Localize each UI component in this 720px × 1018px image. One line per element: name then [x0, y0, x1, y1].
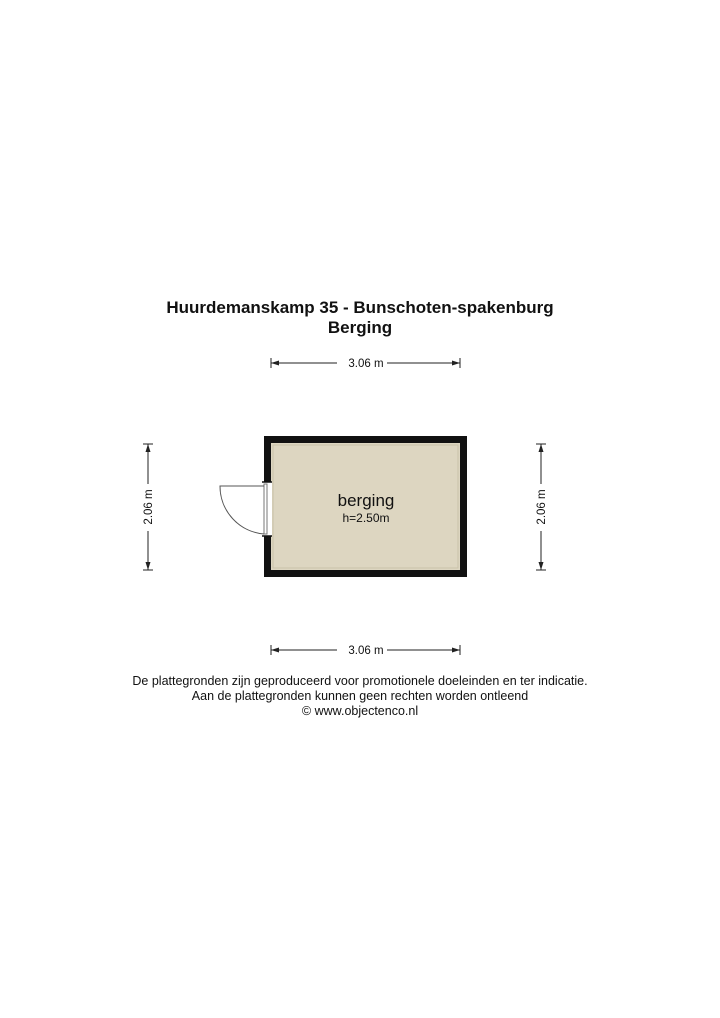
page-title: Huurdemanskamp 35 - Bunschoten-spakenburg [166, 298, 554, 317]
door-leaf [264, 484, 267, 534]
dimension-left-label: 2.06 m [143, 489, 155, 525]
copyright-line: © www.objectenco.nl [301, 704, 419, 718]
dimension-left [143, 444, 155, 570]
page-subtitle: Berging [327, 318, 393, 337]
dimension-bottom [271, 645, 460, 657]
disclaimer-line-2: Aan de plattegronden kunnen geen rechten worden ontleend [191, 689, 529, 703]
dimension-top [271, 358, 460, 370]
dimension-right [536, 444, 548, 570]
door-swing-arc [220, 486, 264, 534]
room-name: berging [337, 491, 395, 510]
dimension-top-label: 3.06 m [348, 358, 384, 370]
dimension-bottom-label: 3.06 m [348, 645, 384, 657]
dimension-right-label: 2.06 m [536, 489, 548, 525]
disclaimer-line-1: De plattegronden zijn geproduceerd voor promotionele doeleinden en ter indicatie. [132, 674, 588, 688]
room-height: h=2.50m [342, 511, 390, 525]
